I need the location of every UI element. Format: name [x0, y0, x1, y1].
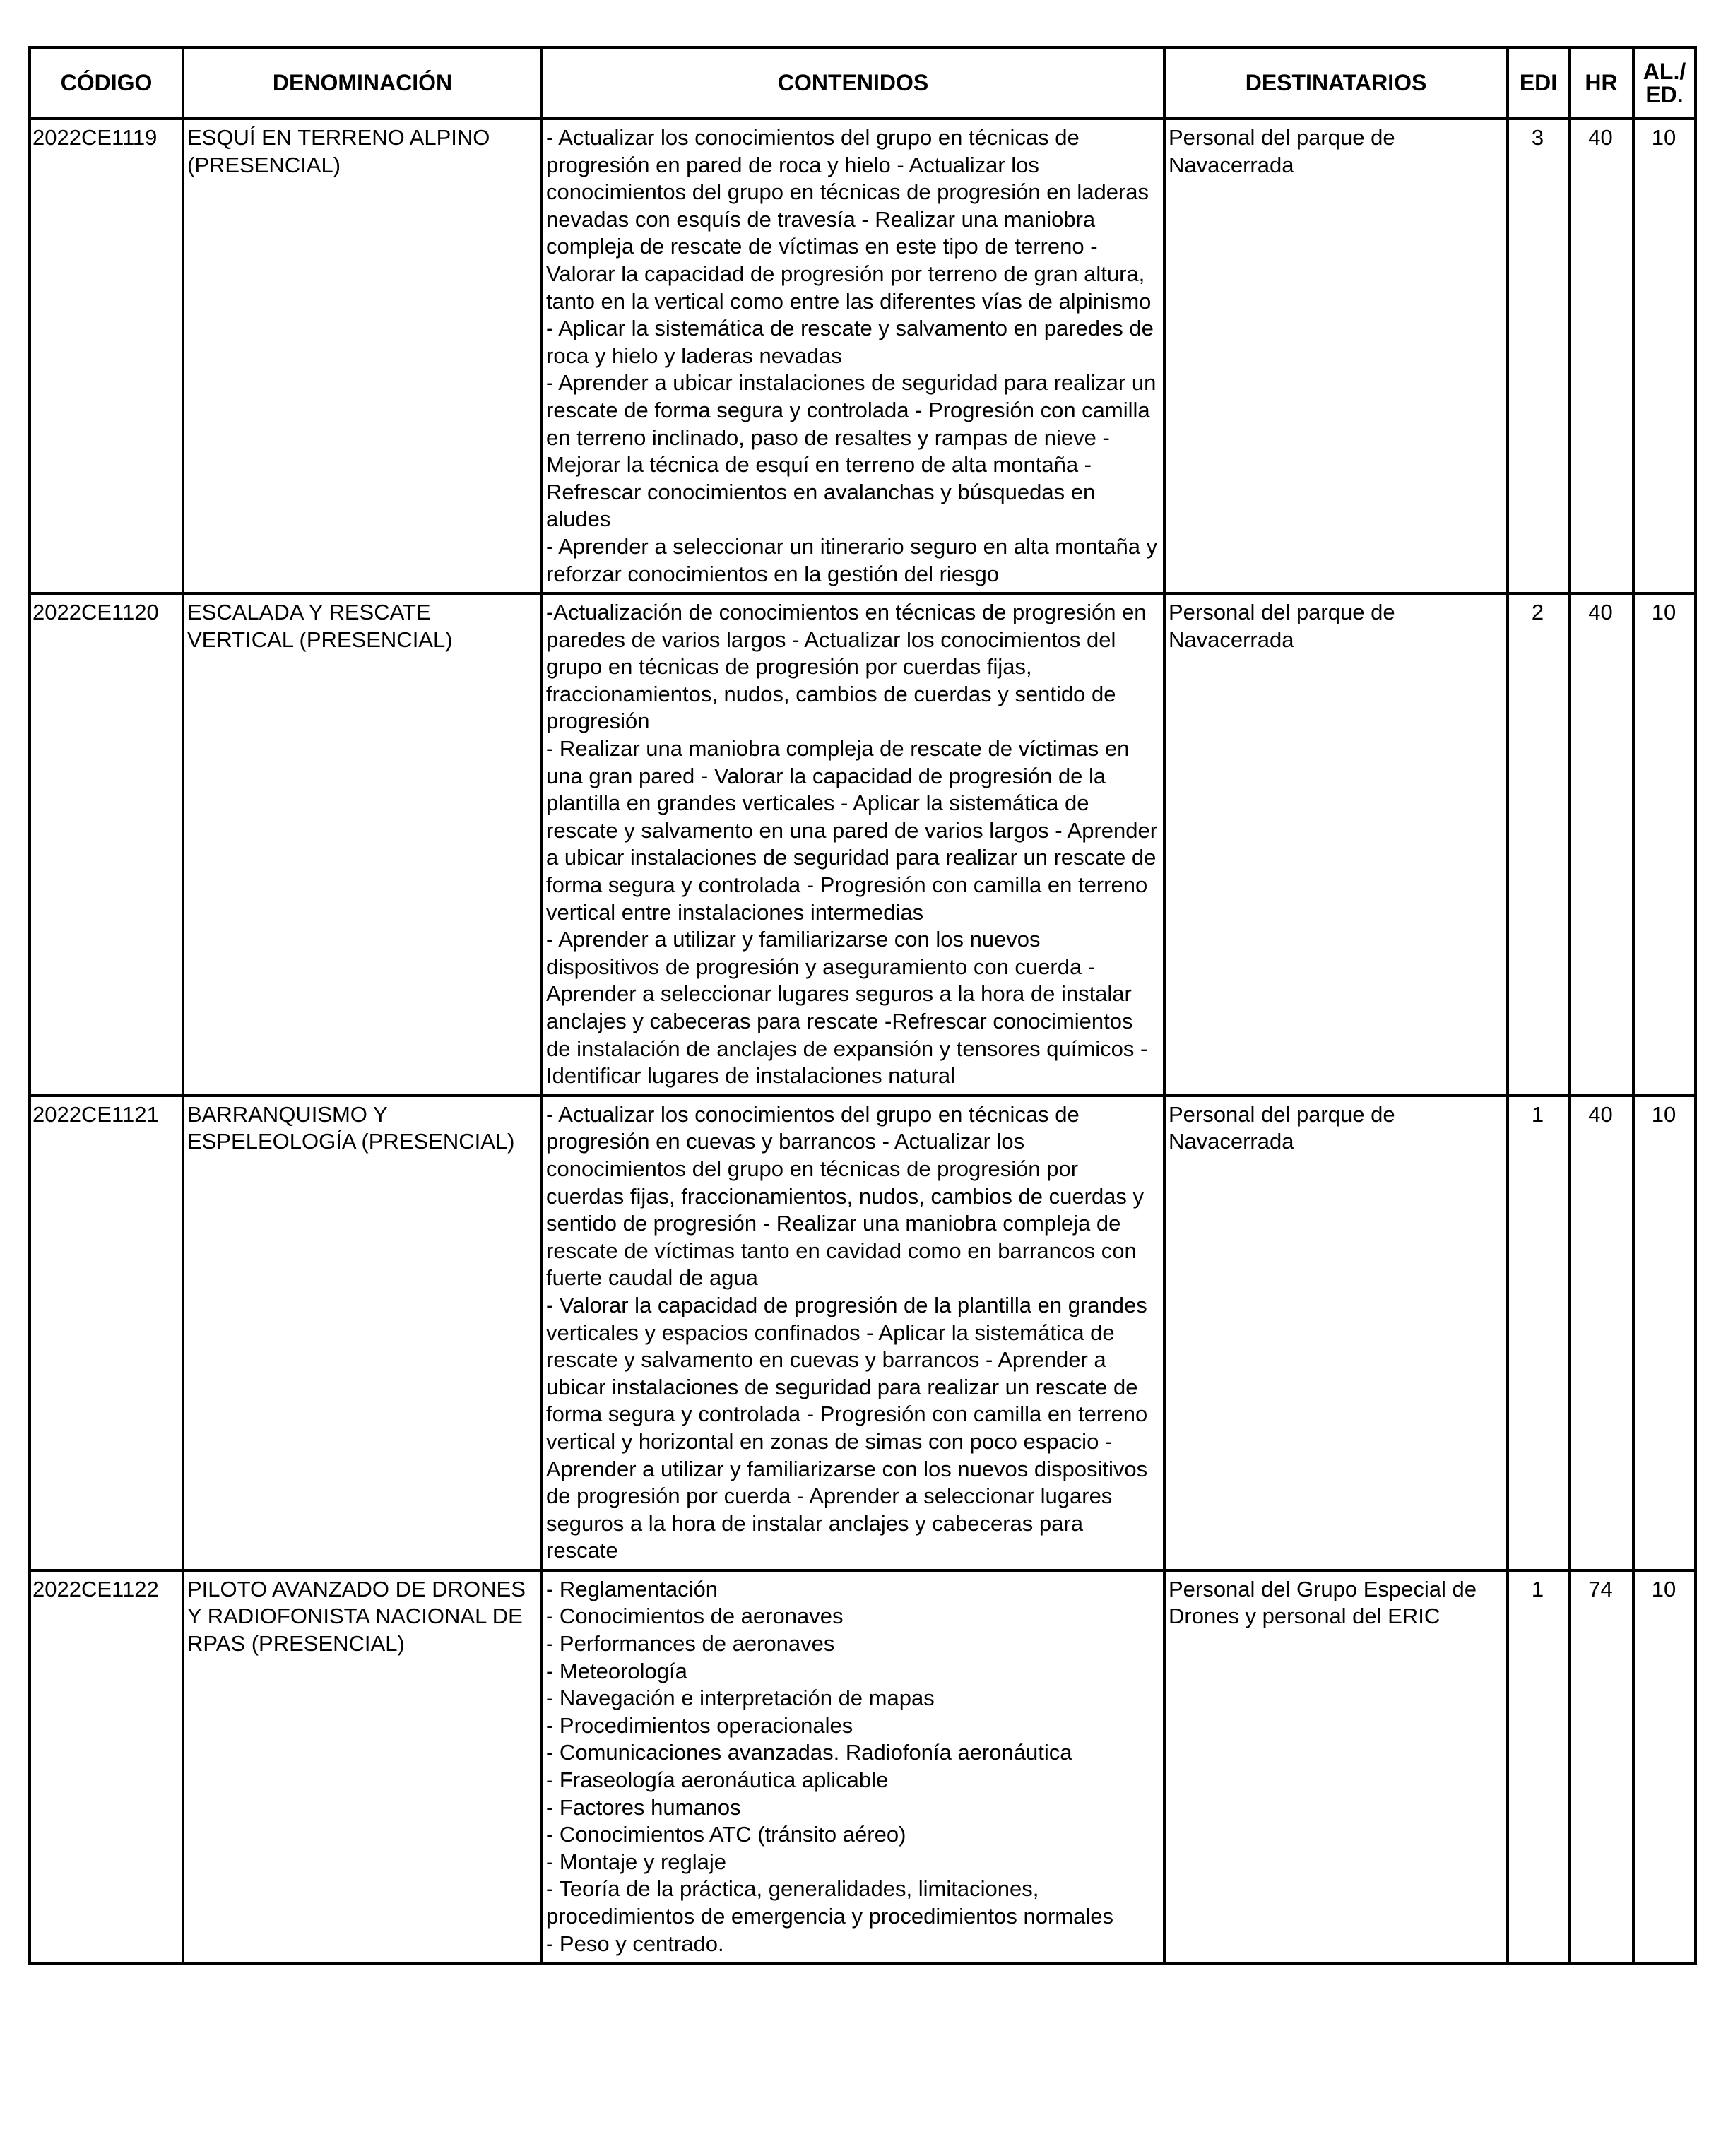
cell-edi: 1 [1508, 1096, 1569, 1570]
contenido-line: - Aprender a seleccionar un itinerario seguro en alta montaña y reforzar conocimientos en la gestión del riesgo [546, 533, 1158, 586]
contenido-line: - Navegación e interpretación de mapas [546, 1686, 935, 1711]
header-denominacion: DENOMINACIÓN [183, 47, 542, 119]
cell-codigo: 2022CE1121 [30, 1096, 183, 1570]
contenido-line: - Realizar una maniobra compleja de rescate de víctimas en una gran pared - Valorar la capacidad de progresión de la plantilla en grandes verticales - Aplicar la sistemática de rescate y salvamento en una pared de varios largos - Aprender a ubicar instalaciones de seguridad para realizar un rescate de forma segura y controlada - Progresión con camilla en terreno vertical entre instalaciones intermedias [546, 736, 1158, 925]
table-row [30, 1570, 1696, 1963]
cell-hr: 40 [1569, 1096, 1633, 1570]
contenido-line: - Teoría de la práctica, generalidades, limitaciones, procedimientos de emergencia y procedimientos normales [546, 1876, 1113, 1929]
cell-al-ed: 10 [1633, 1096, 1696, 1570]
cell-al-ed: 10 [1633, 1570, 1696, 1963]
contenido-line: - Aprender a utilizar y familiarizarse con los nuevos dispositivos de progresión y aseguramiento con cuerda - Aprender a seleccionar lugares seguros a la hora de instalar anclajes y cabeceras para rescate -Refrescar conocimientos de instalación de anclajes de expansión y tensores químicos - Identificar lugares de instalaciones natural [546, 927, 1148, 1089]
header-al-ed: AL./ ED. [1633, 47, 1696, 119]
cell-destinatarios: Personal del parque de Navacerrada [1164, 593, 1508, 1096]
contenido-line: - Conocimientos de aeronaves [546, 1604, 844, 1629]
cell-destinatarios: Personal del parque de Navacerrada [1164, 1096, 1508, 1570]
cell-contenidos [542, 1570, 1164, 1963]
contenido-line: - Factores humanos [546, 1794, 741, 1820]
contenido-line: - Valorar la capacidad de progresión de la plantilla en grandes verticales y espacios confinados - Aplicar la sistemática de rescate y salvamento en cuevas y barrancos - Aprender a ubicar instalaciones de seguridad para realizar un rescate de forma segura y controlada - Progresión con camilla en terreno vertical y horizontal en zonas de simas con poco espacio - Aprender a utilizar y familiarizarse con los nuevos dispositivos de progresión por cuerda - Aprender a seleccionar lugares seguros a la hora de instalar anclajes y cabeceras para rescate [546, 1292, 1148, 1563]
contenido-line: - Conocimientos ATC (tránsito aéreo) [546, 1822, 906, 1847]
cell-al-ed: 10 [1633, 119, 1696, 593]
cell-denominacion: BARRANQUISMO Y ESPELEOLOGÍA (PRESENCIAL) [183, 1096, 542, 1570]
cell-codigo: 2022CE1119 [30, 119, 183, 593]
cell-hr: 40 [1569, 119, 1633, 593]
contenido-line: - Procedimientos operacionales [546, 1712, 853, 1738]
header-hr: HR [1569, 47, 1633, 119]
contenido-line: - Performances de aeronaves [546, 1631, 835, 1657]
contenido-line: - Peso y centrado. [546, 1931, 724, 1956]
cell-destinatarios: Personal del parque de Navacerrada [1164, 119, 1508, 593]
cell-codigo: 2022CE1122 [30, 1570, 183, 1963]
table-row [30, 1096, 1696, 1570]
table-row [30, 119, 1696, 593]
cell-edi: 2 [1508, 593, 1569, 1096]
contenido-line: -Actualización de conocimientos en técnicas de progresión en paredes de varios largos - Actualizar los conocimientos del grupo en técnicas de progresión por cuerdas fijas, fraccionamientos, nudos, cambios de cuerdas y sentido de progresión [546, 600, 1147, 734]
header-row [30, 47, 1696, 119]
header-contenidos: CONTENIDOS [542, 47, 1164, 119]
table-row [30, 593, 1696, 1096]
cell-edi: 3 [1508, 119, 1569, 593]
header-destinatarios: DESTINATARIOS [1164, 47, 1508, 119]
contenido-line: - Comunicaciones avanzadas. Radiofonía aeronáutica [546, 1740, 1072, 1765]
contenido-line: - Aprender a ubicar instalaciones de seguridad para realizar un rescate de forma segura y controlada - Progresión con camilla en terreno inclinado, paso de resaltes y rampas de nieve - Mejorar la técnica de esquí en terreno de alta montaña - Refrescar conocimientos en avalanchas y búsquedas en aludes [546, 370, 1157, 532]
cell-denominacion: PILOTO AVANZADO DE DRONES Y RADIOFONISTA NACIONAL DE RPAS (PRESENCIAL) [183, 1570, 542, 1963]
cell-hr: 74 [1569, 1570, 1633, 1963]
cell-destinatarios: Personal del Grupo Especial de Drones y personal del ERIC [1164, 1570, 1508, 1963]
contenido-line: - Meteorología [546, 1658, 687, 1683]
cell-denominacion: ESCALADA Y RESCATE VERTICAL (PRESENCIAL) [183, 593, 542, 1096]
cell-contenidos [542, 119, 1164, 593]
cell-edi: 1 [1508, 1570, 1569, 1963]
contenido-line: - Actualizar los conocimientos del grupo en técnicas de progresión en pared de roca y hielo - Actualizar los conocimientos del grupo en técnicas de progresión en laderas nevadas con esquís de travesía - Realizar una maniobra compleja de rescate de víctimas en este tipo de terreno - Valorar la capacidad de progresión por terreno de gran altura, tanto en la vertical como entre las diferentes vías de alpinismo - Aplicar la sistemática de rescate y salvamento en paredes de roca y hielo y laderas nevadas [546, 125, 1154, 368]
cell-hr: 40 [1569, 593, 1633, 1096]
contenido-line: - Montaje y reglaje [546, 1849, 727, 1874]
header-codigo: CÓDIGO [30, 47, 183, 119]
contenido-line: - Reglamentación [546, 1576, 718, 1601]
course-table [28, 46, 1697, 1965]
cell-al-ed: 10 [1633, 593, 1696, 1096]
cell-codigo: 2022CE1120 [30, 593, 183, 1096]
cell-denominacion: ESQUÍ EN TERRENO ALPINO (PRESENCIAL) [183, 119, 542, 593]
header-edi: EDI [1508, 47, 1569, 119]
cell-contenidos [542, 593, 1164, 1096]
contenido-line: - Fraseología aeronáutica aplicable [546, 1767, 889, 1793]
contenido-line: - Actualizar los conocimientos del grupo en técnicas de progresión en cuevas y barrancos - Actualizar los conocimientos del grupo en técnicas de progresión por cuerdas fijas, fraccionamientos, nudos, cambios de cuerdas y sentido de progresión - Realizar una maniobra compleja de rescate de víctimas tanto en cavidad como en barrancos con fuerte caudal de agua [546, 1101, 1145, 1291]
cell-contenidos [542, 1096, 1164, 1570]
